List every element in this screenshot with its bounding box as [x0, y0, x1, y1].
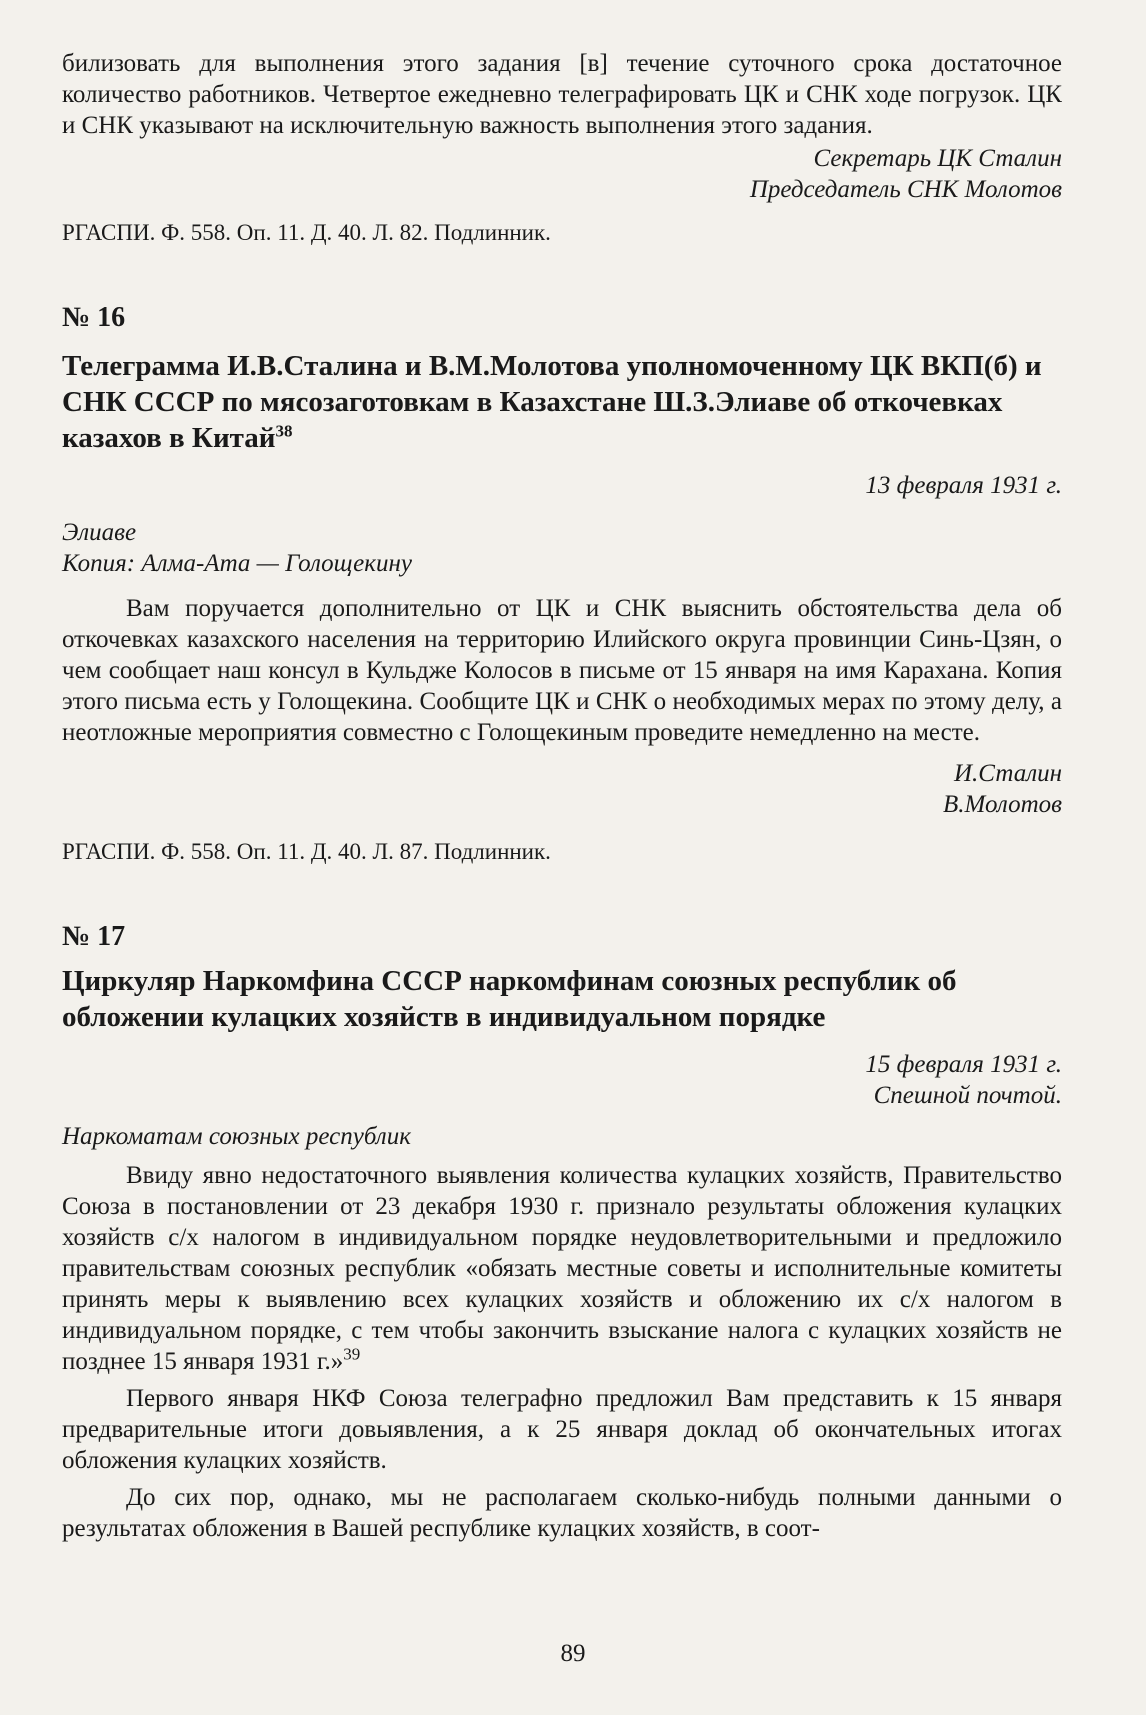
delivery-method: Спешной почтой. [873, 1082, 1062, 1109]
archive-source: РГАСПИ. Ф. 558. Оп. 11. Д. 40. Л. 82. Подлинник. [62, 220, 551, 245]
signature-stalin: И.Сталин [954, 760, 1062, 787]
document-title-text: Телеграмма И.В.Сталина и В.М.Молотова уполномоченному ЦК ВКП(б) и СНК СССР по мясозаготовкам в Казахстане Ш.З.Элиаве об откочевках казахов в Китай [62, 350, 1042, 454]
addressee: Наркоматам союзных республик [62, 1123, 411, 1150]
footnote-ref: 38 [275, 421, 293, 441]
document-body: Вам поручается дополнительно от ЦК и СНК выяснить обстоятельства дела об откочевках казахского населения на территорию Илийского округа провинции Синь-Цзян, о чем сообщает наш консул в Кульдже Колосов в письме от 15 января на имя Карахана. Копия этого письма есть у Голощекина. Сообщите ЦК и СНК о необходимых мерах по этому делу, а неотложные мероприятия совместно с Голощекиным проведите немедленно на месте. [62, 595, 1062, 746]
signature-chairman: Председатель СНК Молотов [749, 176, 1062, 203]
archive-source: РГАСПИ. Ф. 558. Оп. 11. Д. 40. Л. 87. Подлинник. [62, 839, 551, 864]
document-page [62, 48, 1062, 1544]
document-number: № 17 [62, 921, 126, 952]
document-number: № 16 [62, 302, 126, 333]
paragraph: Первого января НКФ Союза телеграфно предложил Вам представить к 15 января предварительные итоги довыявления, а к 25 января доклад об окончательных итогах обложения кулацких хозяйств. [62, 1385, 1062, 1474]
paragraph: До сих пор, однако, мы не располагаем сколько-нибудь полными данными о результатах обложения в Вашей республике кулацких хозяйств, в соот- [62, 1484, 1062, 1542]
footnote-ref: 39 [343, 1344, 361, 1364]
signature-molotov: В.Молотов [943, 791, 1062, 818]
document-title [62, 348, 1062, 456]
document-date: 15 февраля 1931 г. [865, 1051, 1062, 1078]
paragraph [62, 1160, 1062, 1377]
copy-line: Копия: Алма-Ата — Голощекину [62, 550, 412, 577]
addressee: Элиаве [62, 519, 137, 546]
document-title: Циркуляр Наркомфина СССР наркомфинам союзных республик об обложении кулацких хозяйств в индивидуальном порядке [62, 965, 957, 1033]
page-number: 89 [560, 1640, 586, 1667]
document-date: 13 февраля 1931 г. [865, 472, 1062, 499]
signature-secretary: Секретарь ЦК Сталин [813, 145, 1062, 172]
paragraph-text: Ввиду явно недостаточного выявления количества кулацких хозяйств, Правительство Союза в постановлении от 23 декабря 1930 г. признало результаты обложения кулацких хозяйств с/х налогом в индивидуальном порядке неудовлетворительными и предложило правительствам союзных республик «обязать местные советы и исполнительные комитеты принять меры к выявлению всех кулацких хозяйств и обложению их с/х налогом в индивидуальном порядке, с тем чтобы закончить взыскание налога с кулацких хозяйств не позднее 15 января 1931 г.» [62, 1162, 1062, 1375]
continued-paragraph: билизовать для выполнения этого задания [в] течение суточного срока достаточное количество работников. Четвертое ежедневно телеграфировать ЦК и СНК ходе погрузок. ЦК и СНК указывают на исключительную важность выполнения этого задания. [62, 50, 1062, 139]
